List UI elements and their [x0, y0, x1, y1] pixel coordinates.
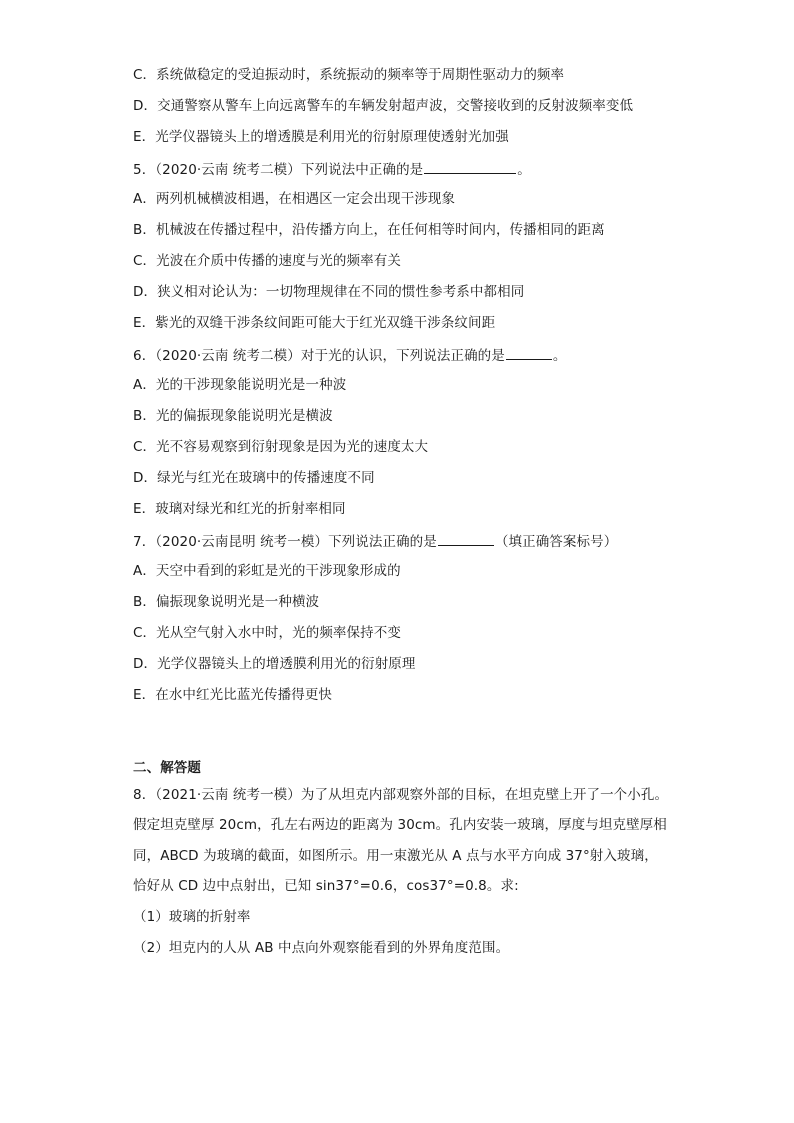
q5-option-d: D．狭义相对论认为：一切物理规律在不同的惯性参考系中都相同	[133, 284, 525, 300]
q8-stem-line-4: 恰好从 CD 边中点射出，已知 sin37°=0.6，cos37°=0.8。求:	[133, 878, 519, 894]
q7-option-a: A．天空中看到的彩虹是光的干涉现象形成的	[133, 563, 401, 579]
q7-option-d: D．光学仪器镜头上的增透膜利用光的衍射原理	[133, 656, 416, 672]
q7-stem	[133, 531, 617, 551]
q7-stem-text: 7．（2020·云南昆明 统考一模）下列说法正确的是	[133, 534, 437, 550]
q6-option-e: E．玻璃对绿光和红光的折射率相同	[133, 501, 346, 517]
q7-answer-blank	[438, 531, 494, 546]
q8-stem-line-2: 假定坦克壁厚 20cm，孔左右两边的距离为 30cm。孔内安装一玻璃，厚度与坦克壁厚相	[133, 817, 667, 833]
q7-option-c: C．光从空气射入水中时，光的频率保持不变	[133, 625, 401, 641]
q5-answer-blank	[424, 159, 516, 174]
q7-stem-end: （填正确答案标号）	[494, 534, 618, 550]
q8-subquestion-1: （1）玻璃的折射率	[133, 909, 251, 925]
q5-option-c: C．光波在介质中传播的速度与光的频率有关	[133, 253, 401, 269]
q6-option-d: D．绿光与红光在玻璃中的传播速度不同	[133, 470, 375, 486]
q8-stem-line-3: 同，ABCD 为玻璃的截面，如图所示。用一束激光从 A 点与水平方向成 37°射入玻璃，	[133, 848, 658, 864]
q5-option-b: B．机械波在传播过程中，沿传播方向上，在任何相等时间内，传播相同的距离	[133, 222, 605, 238]
q7-option-b: B．偏振现象说明光是一种横波	[133, 594, 320, 610]
q7-option-e: E．在水中红光比蓝光传播得更快	[133, 687, 333, 703]
q6-option-a: A．光的干涉现象能说明光是一种波	[133, 377, 347, 393]
q6-answer-blank	[506, 345, 552, 360]
section-2-title: 二、解答题	[133, 760, 201, 776]
q4-option-e: E．光学仪器镜头上的增透膜是利用光的衍射原理使透射光加强	[133, 129, 509, 145]
q5-stem-end: 。	[517, 162, 531, 178]
q8-subquestion-2: （2）坦克内的人从 AB 中点向外观察能看到的外界角度范围。	[133, 940, 510, 956]
q5-option-e: E．紫光的双缝干涉条纹间距可能大于红光双缝干涉条纹间距	[133, 315, 496, 331]
q6-stem-end: 。	[552, 348, 567, 364]
q5-stem-text: 5．（2020·云南 统考二模）下列说法中正确的是	[133, 162, 424, 178]
q6-option-b: B．光的偏振现象能说明光是横波	[133, 408, 333, 424]
q4-option-d: D．交通警察从警车上向远离警车的车辆发射超声波，交警接收到的反射波频率变低	[133, 98, 634, 114]
q8-stem-line-1: 8．（2021·云南 统考一模）为了从坦克内部观察外部的目标，在坦克壁上开了一个小孔。	[133, 787, 669, 803]
q6-stem	[133, 345, 567, 365]
q5-stem	[133, 159, 531, 179]
q6-stem-text: 6．（2020·云南 统考二模）对于光的认识，下列说法正确的是	[133, 348, 505, 364]
q5-option-a: A．两列机械横波相遇，在相遇区一定会出现干涉现象	[133, 191, 456, 207]
q4-option-c: C．系统做稳定的受迫振动时，系统振动的频率等于周期性驱动力的频率	[133, 67, 565, 83]
q6-option-c: C．光不容易观察到衍射现象是因为光的速度太大	[133, 439, 429, 455]
